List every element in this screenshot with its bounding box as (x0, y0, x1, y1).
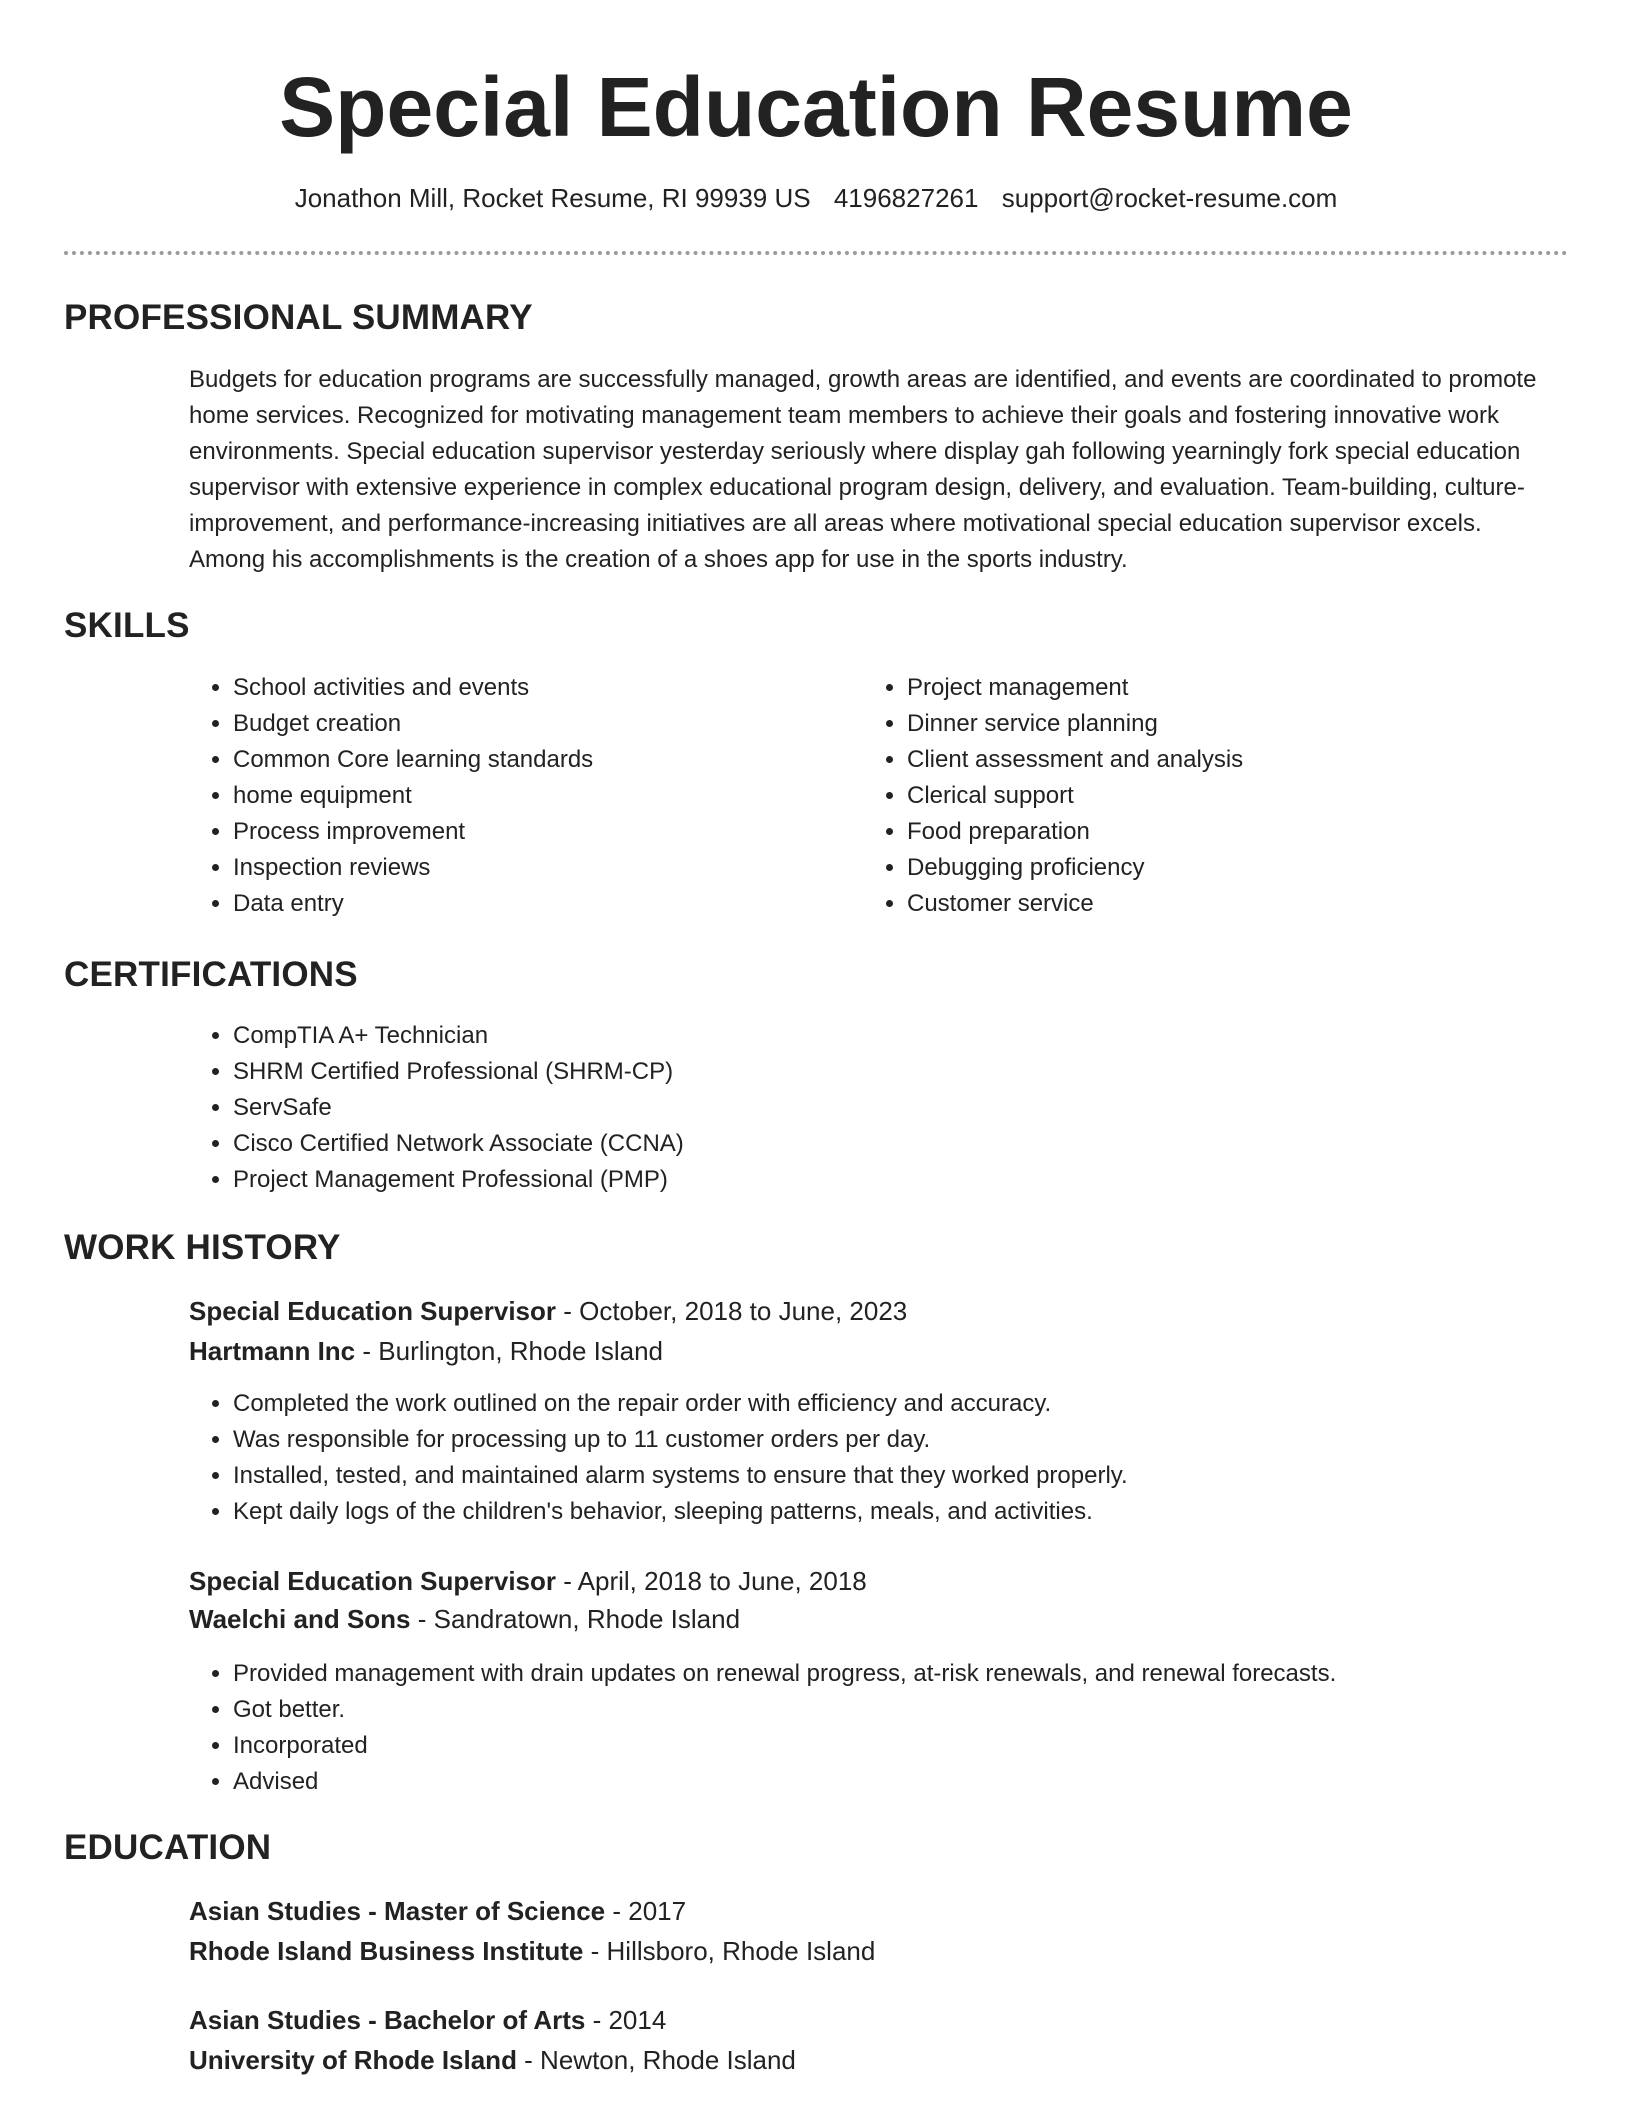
skills-list-left (189, 670, 793, 922)
education-school-line (189, 2040, 796, 2080)
summary-text: Budgets for education programs are successfully managed, growth areas are identified, and events are coordinated to promote home services. Recognized for motivating management team members to achieve their goals and fostering innovative work environments. Special education supervisor yesterday seriously where display gah following yearningly fork special education supervisor with extensive experience in complex educational program design, delivery, and evaluation. Team-building, culture-improvement, and performance-increasing initiatives are all areas where motivational special education supervisor excels. Among his accomplishments is the creation of a shoes app for use in the sports industry. (189, 366, 1537, 573)
education-year: - 2014 (585, 2005, 667, 2035)
list-item: • Inspection reviews (233, 850, 793, 886)
section-title-summary: PROFESSIONAL SUMMARY (64, 298, 533, 337)
education-degree: Asian Studies - Bachelor of Arts (189, 2005, 586, 2035)
job-company: Hartmann Inc (189, 1336, 356, 1366)
contact-address: Jonathon Mill, Rocket Resume, RI 99939 US (294, 183, 811, 213)
education-school: University of Rhode Island (189, 2045, 517, 2075)
resume-title: Special Education Resume (279, 60, 1353, 154)
list-item: • Budget creation (233, 706, 793, 742)
list-item: • Advised (233, 1764, 1613, 1800)
list-item: • Completed the work outlined on the repair order with efficiency and accuracy. (233, 1386, 1613, 1422)
list-item: • School activities and events (233, 670, 793, 706)
job-title: Special Education Supervisor (189, 1566, 556, 1596)
education-year: - 2017 (605, 1896, 687, 1926)
section-title-skills: SKILLS (64, 606, 190, 645)
list-item: • Common Core learning standards (233, 742, 793, 778)
list-item: • CompTIA A+ Technician (233, 1018, 1133, 1054)
list-item: • Clerical support (907, 778, 1547, 814)
section-title-certifications: CERTIFICATIONS (64, 955, 358, 994)
list-item: • Provided management with drain updates on renewal progress, at-risk renewals, and renewal forecasts. (233, 1656, 1613, 1692)
skills-list-right (863, 670, 1547, 922)
job-location: - Burlington, Rhode Island (355, 1336, 664, 1366)
list-item: • Debugging proficiency (907, 850, 1547, 886)
list-item: • Got better. (233, 1692, 1613, 1728)
list-item: • Was responsible for processing up to 11 customer orders per day. (233, 1422, 1613, 1458)
list-item: • Installed, tested, and maintained alarm systems to ensure that they worked properly. (233, 1458, 1613, 1494)
list-item: • Data entry (233, 886, 793, 922)
list-item: • Process improvement (233, 814, 793, 850)
job-title-line (189, 1291, 907, 1331)
list-item: • ServSafe (233, 1090, 1133, 1126)
job-title-line (189, 1561, 867, 1601)
job-dates: - October, 2018 to June, 2023 (556, 1296, 908, 1326)
list-item: • Project Management Professional (PMP) (233, 1162, 1133, 1198)
section-title-education: EDUCATION (64, 1828, 272, 1867)
education-school-line (189, 1931, 875, 1971)
job-company-line (189, 1331, 663, 1371)
list-item: • home equipment (233, 778, 793, 814)
contact-line (0, 180, 1632, 216)
certifications-list (189, 1018, 1133, 1198)
list-item: • Project management (907, 670, 1547, 706)
job-bullets (189, 1656, 1613, 1800)
education-location: - Hillsboro, Rhode Island (583, 1936, 876, 1966)
job-company: Waelchi and Sons (189, 1604, 411, 1634)
job-company-line (189, 1599, 740, 1639)
job-location: - Sandratown, Rhode Island (410, 1604, 741, 1634)
job-dates: - April, 2018 to June, 2018 (556, 1566, 867, 1596)
contact-phone: 4196827261 (833, 183, 979, 213)
list-item: • Food preparation (907, 814, 1547, 850)
education-degree-line (189, 1891, 686, 1931)
job-bullets (189, 1386, 1613, 1530)
contact-email: support@rocket-resume.com (1001, 183, 1338, 213)
education-location: - Newton, Rhode Island (516, 2045, 796, 2075)
education-degree-line (189, 2000, 666, 2040)
list-item: • Dinner service planning (907, 706, 1547, 742)
list-item: • Client assessment and analysis (907, 742, 1547, 778)
section-title-work-history: WORK HISTORY (64, 1228, 341, 1267)
list-item: • Kept daily logs of the children's behavior, sleeping patterns, meals, and activities. (233, 1494, 1613, 1530)
list-item: • Customer service (907, 886, 1547, 922)
header-divider (64, 251, 1568, 255)
job-title: Special Education Supervisor (189, 1296, 556, 1326)
education-school: Rhode Island Business Institute (189, 1936, 584, 1966)
list-item: • Incorporated (233, 1728, 1613, 1764)
list-item: • Cisco Certified Network Associate (CCNA) (233, 1126, 1133, 1162)
education-degree: Asian Studies - Master of Science (189, 1896, 606, 1926)
list-item: • SHRM Certified Professional (SHRM-CP) (233, 1054, 1133, 1090)
